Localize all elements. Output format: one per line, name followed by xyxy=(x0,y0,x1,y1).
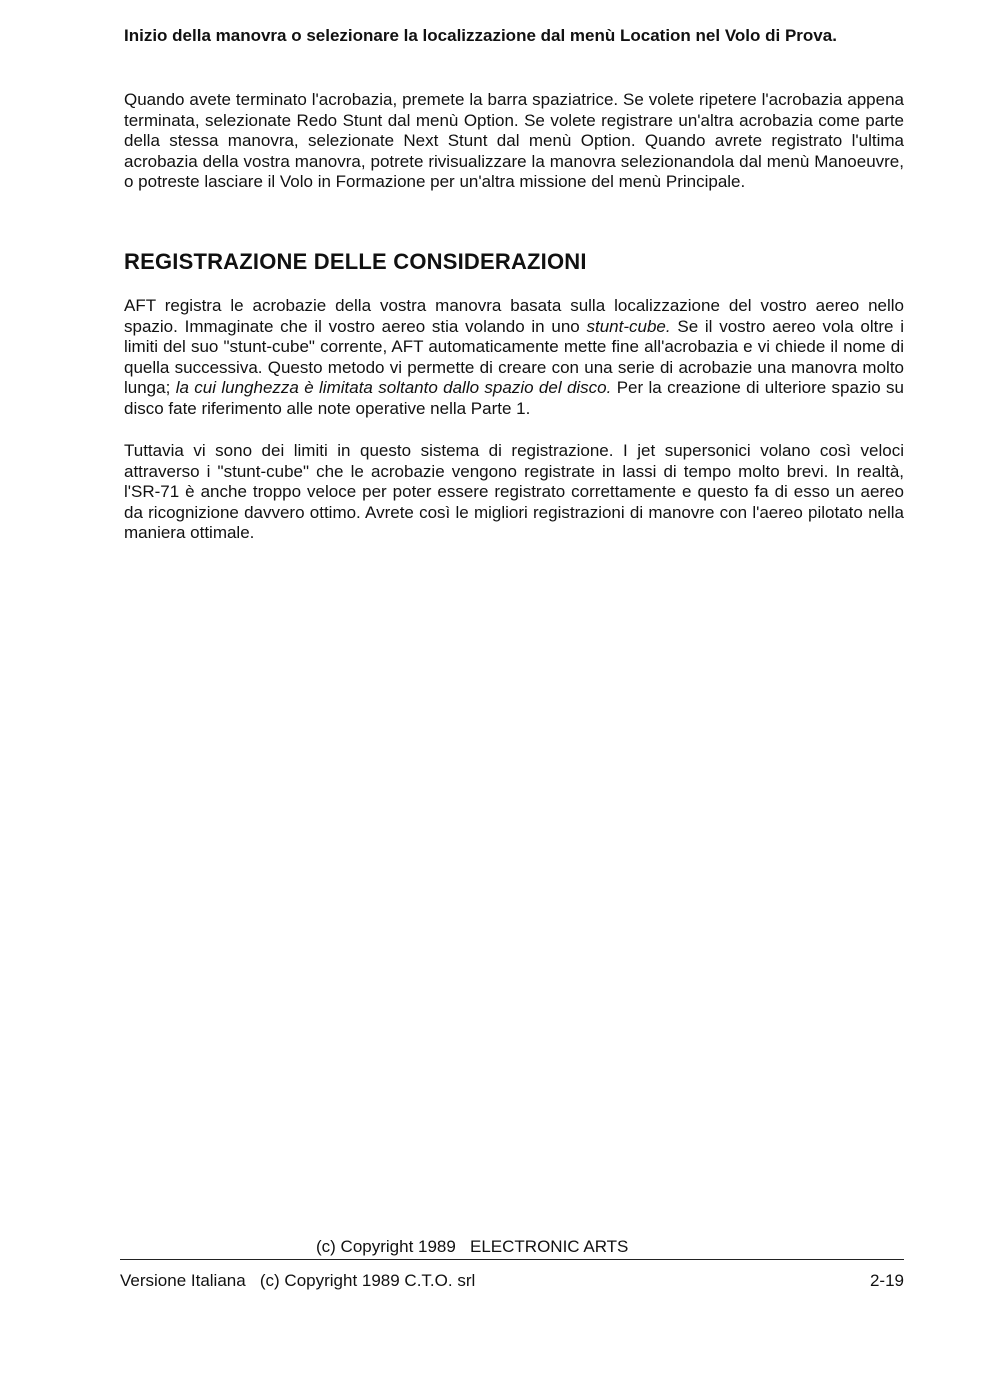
stunt-cube-italic: stunt-cube. xyxy=(586,316,671,336)
disk-space-italic: la cui lunghezza è limitata soltanto dallo spazio del disco. xyxy=(175,378,612,398)
page-number: 2-19 xyxy=(869,1271,904,1290)
copyright-electronic-arts: (c) Copyright 1989 ELECTRONIC ARTS xyxy=(316,1237,629,1256)
paragraph-stunt-cube-part2: Se il vostro aereo vola oltre i limiti del suo "stunt-cube" corrente, AFT automaticamente mette fine all'acrobazia e vi chiede il nome di quella successiva. Questo metodo vi permette di creare con una serie di acrobazie una manovra molto lunga; xyxy=(124,316,904,398)
paragraph-spacebar-instructions: Quando avete terminato l'acrobazia, premete la barra spaziatrice. Se volete ripetere l'acrobazia appena terminata, selezionate Redo Stunt dal menù Option. Se volete registrare un'altra acrobazia come parte della stessa manovra, selezionate Next Stunt dal menù Option. Quando avrete registrato l'ultima acrobazia della vostra manovra, potrete rivisualizzare la manovra selezionandola dal menù Manoeuvre, o potreste lasciare il Volo in Formazione per un'altra missione del menù Principale. xyxy=(124,90,904,192)
intro-bold-text: Inizio della manovra o selezionare la localizzazione dal menù Location nel Volo di Prova. xyxy=(124,26,837,45)
section-heading: REGISTRAZIONE DELLE CONSIDERAZIONI xyxy=(124,249,587,274)
paragraph-stunt-cube-part3: Per la creazione di ulteriore spazio su disco fate riferimento alle note operative nella Parte 1. xyxy=(124,378,904,418)
paragraph-stunt-cube-part1: AFT registra le acrobazie della vostra manovra basata sulla localizzazione del vostro aereo nello spazio. Immaginate che il vostro aereo stia volando in uno xyxy=(124,296,904,336)
footer-divider xyxy=(120,1259,904,1260)
paragraph-recording-limits: Tuttavia vi sono dei limiti in questo sistema di registrazione. I jet supersonici volano così veloci attraverso i "stunt-cube" che le acrobazie vengono registrate in lassi di tempo molto brevi. In realtà, l'SR-71 è anche troppo veloce per poter essere registrato correttamente e questo fa di esso un aereo da ricognizione davvero ottimo. Avrete così le migliori registrazioni di manovre con l'aereo pilotato nella maniera ottimale. xyxy=(124,441,904,543)
footer-version-copyright: Versione Italiana (c) Copyright 1989 C.T.O. srl xyxy=(120,1271,476,1290)
paragraph-stunt-cube xyxy=(124,296,904,420)
